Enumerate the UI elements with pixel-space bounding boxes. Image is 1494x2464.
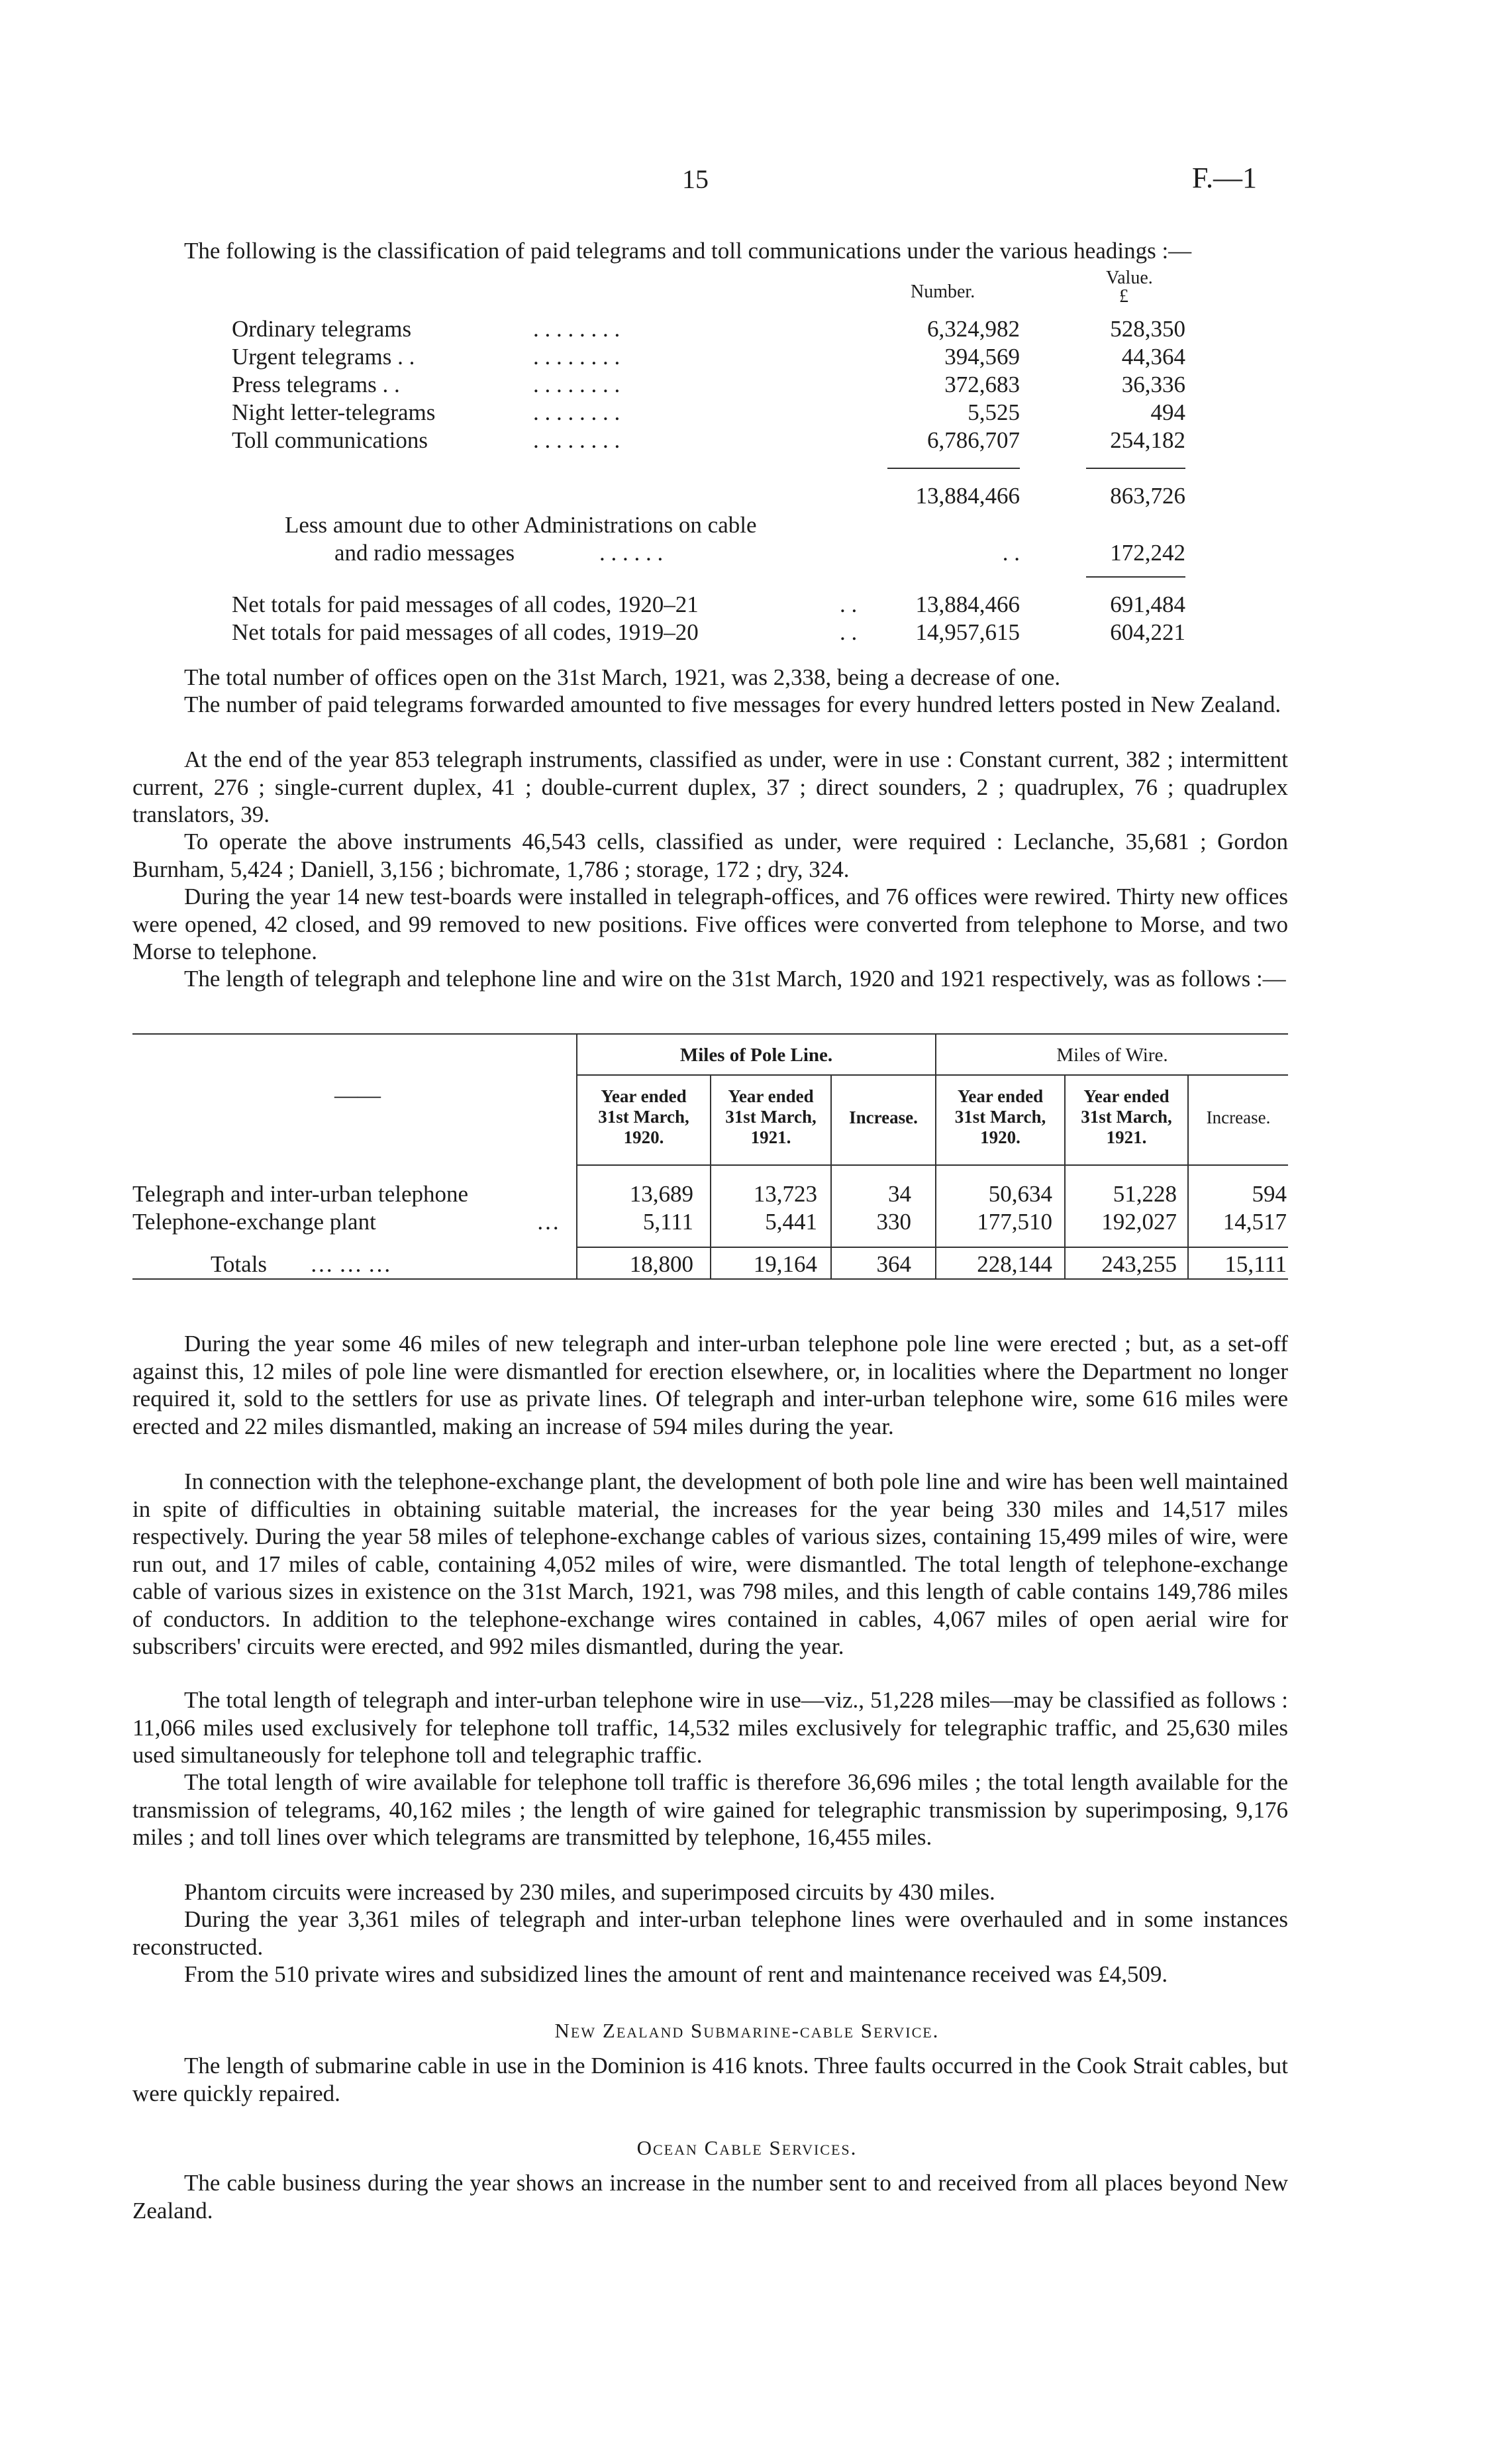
page-number: 15: [682, 164, 709, 194]
ocean-heading: Ocean Cable Services.: [636, 2136, 858, 2159]
row-label: Telegraph and inter-urban telephone: [132, 1181, 469, 1207]
row-value: 254,182: [1110, 427, 1185, 453]
wire-1921-cell: 51,228: [1113, 1181, 1177, 1207]
leader-dots: . .: [840, 591, 858, 617]
ocean-paragraph: The cable business during the year shows an increase in the number sent to and received from all places beyond New Zealand.: [132, 2170, 1288, 2224]
table-top-rule: [132, 1033, 1288, 1035]
leader-dots: . . . . . . . .: [533, 427, 621, 453]
subtotal-rule-value: [1086, 468, 1185, 469]
header-line: 1921.: [750, 1127, 791, 1147]
header-line: Year ended: [728, 1086, 814, 1106]
row-label: Press telegrams . .: [232, 372, 400, 397]
table-bottom-rule: [132, 1278, 1288, 1280]
header-line: 1920.: [623, 1127, 664, 1147]
totals-label: Totals: [211, 1251, 268, 1277]
row-number: 372,683: [944, 372, 1020, 397]
header-line: 31st March,: [1081, 1107, 1172, 1127]
row-number: 6,324,982: [927, 316, 1020, 342]
wire-1921-header: [1066, 1086, 1187, 1148]
pole-increase-cell: 34: [888, 1181, 911, 1207]
leader-dots: . . . . . . . .: [533, 344, 621, 370]
submarine-paragraph: The length of submarine cable in use in the Dominion is 416 knots. Three faults occurred in the Cook Strait cables, but were quickly repaired.: [132, 2053, 1288, 2106]
header-bottom-rule: [576, 1164, 1288, 1166]
pole-1921-total: 19,164: [753, 1251, 817, 1277]
net-total-value: 604,221: [1110, 619, 1185, 645]
phantom-circuits-paragraph: Phantom circuits were increased by 230 miles, and superimposed circuits by 430 miles.: [184, 1879, 995, 1905]
row-value: 44,364: [1121, 344, 1185, 370]
intro-paragraph: The following is the classification of paid telegrams and toll communications under the various headings :—: [184, 238, 1192, 264]
leader-dots: . . . . . .: [599, 540, 664, 566]
less-amount-label-cont: and radio messages: [334, 540, 515, 566]
pole-increase-header: Increase.: [849, 1107, 918, 1127]
leader-dots: … … …: [310, 1251, 391, 1277]
pole-1920-total: 18,800: [629, 1251, 693, 1277]
wire-increase-cell: 594: [1252, 1181, 1287, 1207]
net-rule-value: [1086, 576, 1185, 578]
header-line: Year ended: [601, 1086, 687, 1106]
line-length-intro-paragraph: The length of telegraph and telephone line and wire on the 31st March, 1920 and 1921 respectively, was as follows :—: [184, 966, 1286, 992]
overhaul-paragraph: During the year 3,361 miles of telegraph and inter-urban telephone lines were overhauled and in some instances reconstructed.: [132, 1906, 1288, 1960]
leader-dots: . .: [840, 619, 858, 645]
offices-paragraph: The total number of offices open on the 31st March, 1921, was 2,338, being a decrease of one.: [184, 664, 1061, 690]
row-number: 5,525: [968, 399, 1020, 425]
pole-line-group-header: Miles of Pole Line.: [679, 1045, 833, 1066]
exchange-plant-paragraph: In connection with the telephone-exchange plant, the development of both pole line and wire has been well maintained in spite of difficulties in obtaining suitable material, the increases for the year being 330 miles and 14,517 miles respectively. During the year 58 miles of telephone-exchange cables of various sizes, containing 15,499 miles of wire, were run out, and 17 miles of cable, containing 4,052 miles of wire, were dismantled. The total length of telephone-exchange cable of various sizes in existence on the 31st March, 1921, was 798 miles, and this length of cable contains 149,786 miles of conductors. In addition to the telephone-exchange wires contained in cables, 4,067 miles of open aerial wire for subscribers' circuits were erected, and 992 miles dismantled, during the year.: [132, 1468, 1288, 1659]
row-value: 36,336: [1121, 372, 1185, 397]
row-number: 394,569: [944, 344, 1020, 370]
row-value: 494: [1150, 399, 1185, 425]
net-total-label: Net totals for paid messages of all codes, 1919–20: [232, 619, 699, 645]
header-line: Year ended: [1083, 1086, 1170, 1106]
leader-dots: . . . . . . . .: [533, 316, 621, 342]
pole-1920-cell: 13,689: [629, 1181, 693, 1207]
row-value: 528,350: [1110, 316, 1185, 342]
less-amount-label: Less amount due to other Administrations on cable: [285, 512, 757, 538]
wire-increase-header: Increase.: [1206, 1107, 1271, 1127]
subtotal-number: 13,884,466: [915, 483, 1020, 509]
stub-dash: ——: [334, 1082, 381, 1108]
net-total-value: 691,484: [1110, 591, 1185, 617]
wire-1920-cell: 50,634: [988, 1181, 1052, 1207]
wire-classification-paragraph: The total length of telegraph and inter-urban telephone wire in use—viz., 51,228 miles—may be classified as follows : 11,066 miles used exclusively for telephone toll traffic, 14,532 miles exclusively for telegraphic traffic, and 25,630 miles used simultaneously for telephone toll and telegraphic traffic.: [132, 1687, 1288, 1768]
header-line: 1920.: [980, 1127, 1021, 1147]
leader-dots: . . . . . . . .: [533, 372, 621, 397]
net-total-number: 14,957,615: [915, 619, 1020, 645]
pole-increase-cell: 330: [876, 1209, 911, 1235]
wire-group-header: Miles of Wire.: [1056, 1045, 1168, 1066]
column-rule: [935, 1033, 936, 1278]
value-column-header: Value.: [1106, 268, 1153, 288]
row-label: Telephone-exchange plant: [132, 1209, 376, 1235]
row-label: Toll communications: [232, 427, 428, 453]
number-column-header: Number.: [911, 282, 975, 302]
leader-dots: …: [536, 1209, 560, 1235]
header-line: Year ended: [957, 1086, 1044, 1106]
subtotal-value: 863,726: [1110, 483, 1185, 509]
row-label: Urgent telegrams . .: [232, 344, 415, 370]
instruments-paragraph: At the end of the year 853 telegraph instruments, classified as under, were in use : Constant current, 382 ; intermittent current, 276 ; single-current duplex, 41 ; double-current duplex, 37 ; direct sounders, 2 ; quadruplex, 76 ; quadruplex translators, 39.: [132, 746, 1288, 827]
wire-1921-total: 243,255: [1101, 1251, 1177, 1277]
row-number: 6,786,707: [927, 427, 1020, 453]
subtotal-rule-number: [887, 468, 1020, 469]
header-line: 31st March,: [725, 1107, 817, 1127]
group-header-rule: [576, 1074, 1288, 1076]
less-amount-number: . .: [1002, 540, 1020, 566]
toll-traffic-paragraph: The total length of wire available for telephone toll traffic is therefore 36,696 miles ; the total length available for the transmission of telegrams, 40,162 miles ; the length of wire gained for telegraphic transmission by superimposing, 9,176 miles ; and toll lines over which telegrams are transmitted by telephone, 16,455 miles.: [132, 1769, 1288, 1850]
wire-1920-total: 228,144: [977, 1251, 1052, 1277]
cells-paragraph: To operate the above instruments 46,543 cells, classified as under, were required : Leclanche, 35,681 ; Gordon Burnham, 5,424 ; Daniell, 3,156 ; bichromate, 1,786 ; storage, 172 ; dry, 324.: [132, 829, 1288, 882]
test-boards-paragraph: During the year 14 new test-boards were installed in telegraph-offices, and 76 offices were rewired. Thirty new offices were opened, 42 closed, and 99 removed to new positions. Five offices were converted from telephone to Morse, and two Morse to telephone.: [132, 884, 1288, 964]
row-label: Night letter-telegrams: [232, 399, 436, 425]
totals-rule: [576, 1247, 1288, 1248]
wire-1921-cell: 192,027: [1101, 1209, 1177, 1235]
pole-1921-header: [711, 1086, 830, 1148]
header-line: 31st March,: [954, 1107, 1046, 1127]
less-amount-value: 172,242: [1110, 540, 1185, 566]
pole-1921-cell: 13,723: [753, 1181, 817, 1207]
pole-1920-header: [577, 1086, 710, 1148]
document-code: F.—1: [1192, 162, 1257, 194]
value-unit-header: £: [1119, 286, 1128, 307]
telegrams-paragraph: The number of paid telegrams forwarded amounted to five messages for every hundred letters posted in New Zealand.: [184, 692, 1281, 717]
pole-line-paragraph: During the year some 46 miles of new telegraph and inter-urban telephone pole line were erected ; but, as a set-off against this, 12 miles of pole line were dismantled for erection elsewhere, or, in localities where the Department no longer required it, sold to the settlers for use as private lines. Of telegraph and inter-urban telephone wire, some 616 miles were erected and 22 miles dismantled, making an increase of 594 miles during the year.: [132, 1331, 1288, 1439]
pole-1920-cell: 5,111: [642, 1209, 693, 1235]
net-total-number: 13,884,466: [915, 591, 1020, 617]
wire-1920-cell: 177,510: [977, 1209, 1052, 1235]
wire-increase-total: 15,111: [1224, 1251, 1287, 1277]
row-label: Ordinary telegrams: [232, 316, 412, 342]
net-total-label: Net totals for paid messages of all codes, 1920–21: [232, 591, 699, 617]
pole-increase-total: 364: [876, 1251, 911, 1277]
column-rule: [576, 1033, 577, 1278]
header-line: 1921.: [1106, 1127, 1147, 1147]
header-line: 31st March,: [598, 1107, 689, 1127]
private-wires-paragraph: From the 510 private wires and subsidized lines the amount of rent and maintenance received was £4,509.: [184, 1961, 1168, 1987]
submarine-heading: New Zealand Submarine-cable Service.: [554, 2019, 940, 2042]
wire-1920-header: [936, 1086, 1064, 1148]
pole-1921-cell: 5,441: [765, 1209, 817, 1235]
wire-increase-cell: 14,517: [1222, 1209, 1287, 1235]
leader-dots: . . . . . . . .: [533, 399, 621, 425]
